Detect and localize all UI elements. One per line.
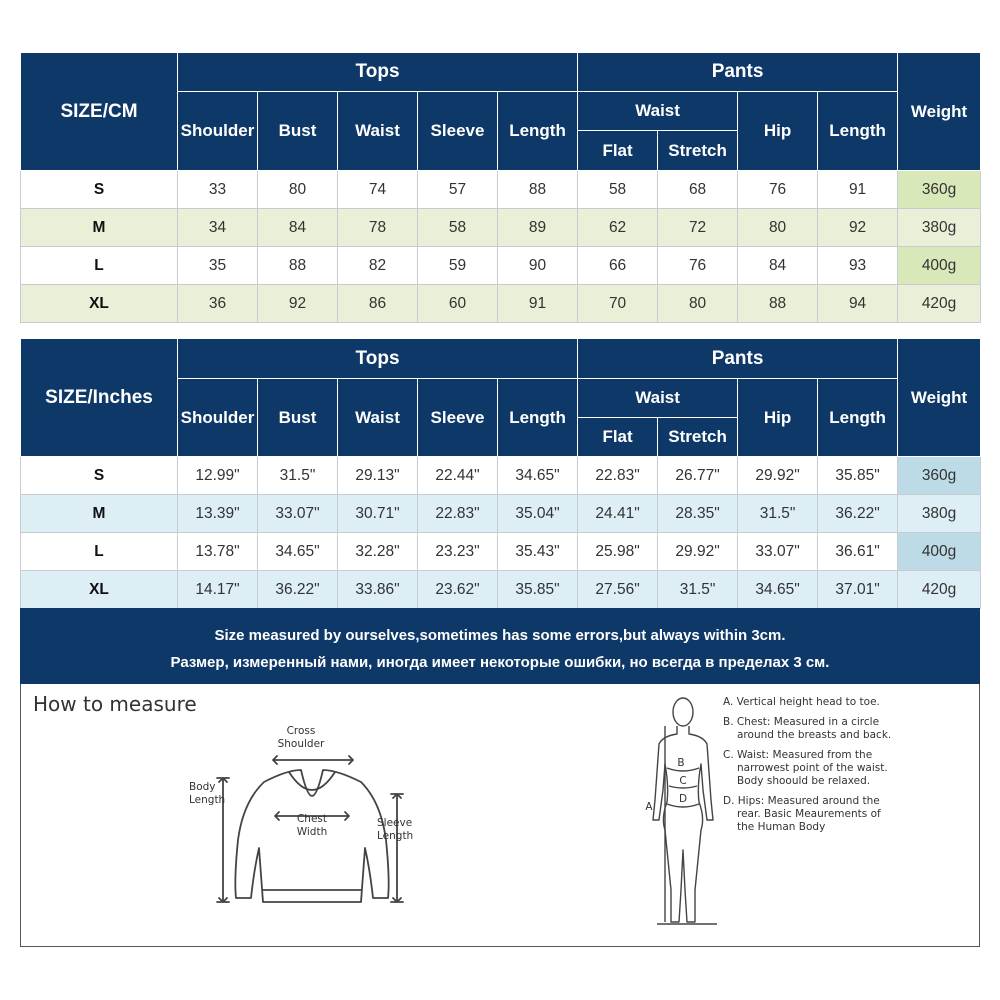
- table-cell: 26.77": [658, 457, 738, 495]
- table-cell: 13.78": [178, 533, 258, 571]
- table-cell: 28.35": [658, 495, 738, 533]
- table-cell: 80: [258, 171, 338, 209]
- table-cell: 33: [178, 171, 258, 209]
- figure-head: [673, 698, 693, 726]
- table-cell: 29.13": [338, 457, 418, 495]
- table-cell: 31.5": [658, 571, 738, 609]
- table-cell: 92: [258, 285, 338, 323]
- table-cell: 76: [738, 171, 818, 209]
- pants-waist-header: Waist: [578, 92, 738, 131]
- weight-cell: 420g: [898, 285, 981, 323]
- table-row: [21, 457, 981, 495]
- table-cell: 22.83": [418, 495, 498, 533]
- table-cell: 91: [498, 285, 578, 323]
- label-chest: Chest: [296, 813, 328, 825]
- notice-russian: Размер, измеренный нами, иногда имеет некоторые ошибки, но всегда в пределах 3 см.: [170, 654, 830, 671]
- table-cell: 72: [658, 209, 738, 247]
- table-cell: 35.43": [498, 533, 578, 571]
- table-cell: 80: [738, 209, 818, 247]
- table-cell: 91: [818, 171, 898, 209]
- label-sleeve: Sleeve: [377, 817, 413, 829]
- corner-header: SIZE/Inches: [21, 339, 178, 457]
- marker-b: B: [677, 757, 685, 769]
- table-cell: 62: [578, 209, 658, 247]
- note-c: C. Waist: Measured from the narrowest point of the waist. Body shoould be relaxed.: [723, 749, 888, 787]
- table-cell: 24.41": [578, 495, 658, 533]
- table-cell: 13.39": [178, 495, 258, 533]
- table-cell: 22.83": [578, 457, 658, 495]
- measurement-notice: [20, 608, 980, 684]
- table-cell: 36.61": [818, 533, 898, 571]
- table-cell: 29.92": [738, 457, 818, 495]
- measurement-notes: [723, 696, 893, 841]
- label-cross: Cross: [286, 725, 316, 737]
- table-cell: 35: [178, 247, 258, 285]
- size-cell: S: [21, 457, 178, 495]
- tops-group-header: Tops: [178, 339, 578, 379]
- pants-waist-flat-header: Flat: [578, 131, 658, 171]
- table-row: [21, 571, 981, 609]
- table-cell: 33.86": [338, 571, 418, 609]
- size-chart-inches: [20, 338, 981, 609]
- table-cell: 30.71": [338, 495, 418, 533]
- table-cell: 88: [258, 247, 338, 285]
- size-cell: M: [21, 209, 178, 247]
- table-cell: 80: [658, 285, 738, 323]
- sweater-diagram: [181, 720, 441, 940]
- table-cell: 14.17": [178, 571, 258, 609]
- pants-group-header: Pants: [578, 339, 898, 379]
- size-cell: M: [21, 495, 178, 533]
- table-cell: 68: [658, 171, 738, 209]
- note-a: A. Vertical height head to toe.: [723, 696, 880, 708]
- pants-group-header: Pants: [578, 53, 898, 92]
- sleeve-length-arrow: [391, 794, 403, 902]
- table-cell: 94: [818, 285, 898, 323]
- table-row: [21, 533, 981, 571]
- table-cell: 34.65": [738, 571, 818, 609]
- tops-bust-header: Bust: [258, 379, 338, 457]
- table-cell: 35.85": [818, 457, 898, 495]
- label-sleeve-length: Length: [377, 830, 414, 842]
- pants-waist-stretch-header: Stretch: [658, 131, 738, 171]
- marker-a: A: [645, 801, 653, 813]
- table-cell: 32.28": [338, 533, 418, 571]
- table-cell: 92: [818, 209, 898, 247]
- table-cell: 29.92": [658, 533, 738, 571]
- tops-length-header: Length: [498, 92, 578, 171]
- table-cell: 90: [498, 247, 578, 285]
- note-d: D. Hips: Measured around the rear. Basic Meaurements of the Human Body: [723, 795, 881, 833]
- size-cell: L: [21, 533, 178, 571]
- pants-waist-flat-header: Flat: [578, 418, 658, 457]
- weight-cell: 400g: [898, 247, 981, 285]
- tops-sleeve-header: Sleeve: [418, 92, 498, 171]
- weight-cell: 360g: [898, 457, 981, 495]
- weight-header: Weight: [898, 339, 981, 457]
- marker-c: C: [679, 775, 687, 787]
- size-cell: XL: [21, 285, 178, 323]
- weight-cell: 380g: [898, 209, 981, 247]
- table-cell: 60: [418, 285, 498, 323]
- table-cell: 88: [498, 171, 578, 209]
- weight-cell: 360g: [898, 171, 981, 209]
- table-cell: 84: [258, 209, 338, 247]
- size-cell: L: [21, 247, 178, 285]
- table-cell: 22.44": [418, 457, 498, 495]
- label-body-length: Length: [189, 794, 226, 806]
- table-cell: 74: [338, 171, 418, 209]
- tops-bust-header: Bust: [258, 92, 338, 171]
- tops-shoulder-header: Shoulder: [178, 379, 258, 457]
- table-cell: 88: [738, 285, 818, 323]
- notice-english: Size measured by ourselves,sometimes has some errors,but always within 3cm.: [214, 627, 786, 644]
- tops-length-header: Length: [498, 379, 578, 457]
- table-cell: 70: [578, 285, 658, 323]
- table-cell: 86: [338, 285, 418, 323]
- size-cell: S: [21, 171, 178, 209]
- corner-header: SIZE/CM: [21, 53, 178, 171]
- table-cell: 59: [418, 247, 498, 285]
- table-cell: 31.5": [738, 495, 818, 533]
- table-cell: 34.65": [498, 457, 578, 495]
- table-cell: 93: [818, 247, 898, 285]
- table-cell: 33.07": [258, 495, 338, 533]
- table-cell: 58: [578, 171, 658, 209]
- tops-shoulder-header: Shoulder: [178, 92, 258, 171]
- table-cell: 66: [578, 247, 658, 285]
- tops-waist-header: Waist: [338, 379, 418, 457]
- how-to-measure-title: How to measure: [33, 692, 197, 716]
- table-cell: 23.23": [418, 533, 498, 571]
- table-row: [21, 495, 981, 533]
- cross-shoulder-arrow: [273, 756, 353, 764]
- table-cell: 36: [178, 285, 258, 323]
- size-cell: XL: [21, 571, 178, 609]
- note-b: B. Chest: Measured in a circle around the breasts and back.: [723, 716, 892, 741]
- table-row: [21, 171, 981, 209]
- label-shoulder: Shoulder: [277, 738, 325, 750]
- table-row: [21, 247, 981, 285]
- table-cell: 37.01": [818, 571, 898, 609]
- table-row: [21, 209, 981, 247]
- pants-length-header: Length: [818, 379, 898, 457]
- table-cell: 34.65": [258, 533, 338, 571]
- pants-hip-header: Hip: [738, 379, 818, 457]
- table-cell: 36.22": [818, 495, 898, 533]
- table-cell: 35.85": [498, 571, 578, 609]
- body-diagram: [621, 690, 721, 940]
- table-cell: 31.5": [258, 457, 338, 495]
- pants-hip-header: Hip: [738, 92, 818, 171]
- pants-waist-header: Waist: [578, 379, 738, 418]
- marker-d: D: [678, 793, 688, 805]
- size-chart-cm: [20, 52, 981, 323]
- table-cell: 57: [418, 171, 498, 209]
- weight-header: Weight: [898, 53, 981, 171]
- table-cell: 89: [498, 209, 578, 247]
- weight-cell: 400g: [898, 533, 981, 571]
- table-cell: 36.22": [258, 571, 338, 609]
- label-width: Width: [296, 826, 328, 838]
- tops-sleeve-header: Sleeve: [418, 379, 498, 457]
- label-body: Body: [189, 781, 216, 793]
- table-cell: 84: [738, 247, 818, 285]
- table-cell: 82: [338, 247, 418, 285]
- figure-body: [653, 726, 713, 922]
- table-cell: 35.04": [498, 495, 578, 533]
- table-cell: 12.99": [178, 457, 258, 495]
- weight-cell: 380g: [898, 495, 981, 533]
- table-row: [21, 285, 981, 323]
- table-cell: 58: [418, 209, 498, 247]
- tops-group-header: Tops: [178, 53, 578, 92]
- tops-waist-header: Waist: [338, 92, 418, 171]
- pants-waist-stretch-header: Stretch: [658, 418, 738, 457]
- table-cell: 25.98": [578, 533, 658, 571]
- table-cell: 34: [178, 209, 258, 247]
- table-cell: 27.56": [578, 571, 658, 609]
- table-cell: 33.07": [738, 533, 818, 571]
- table-cell: 78: [338, 209, 418, 247]
- weight-cell: 420g: [898, 571, 981, 609]
- pants-length-header: Length: [818, 92, 898, 171]
- table-cell: 76: [658, 247, 738, 285]
- table-cell: 23.62": [418, 571, 498, 609]
- sweater-neckline: [289, 772, 335, 790]
- how-to-measure-panel: [20, 684, 980, 947]
